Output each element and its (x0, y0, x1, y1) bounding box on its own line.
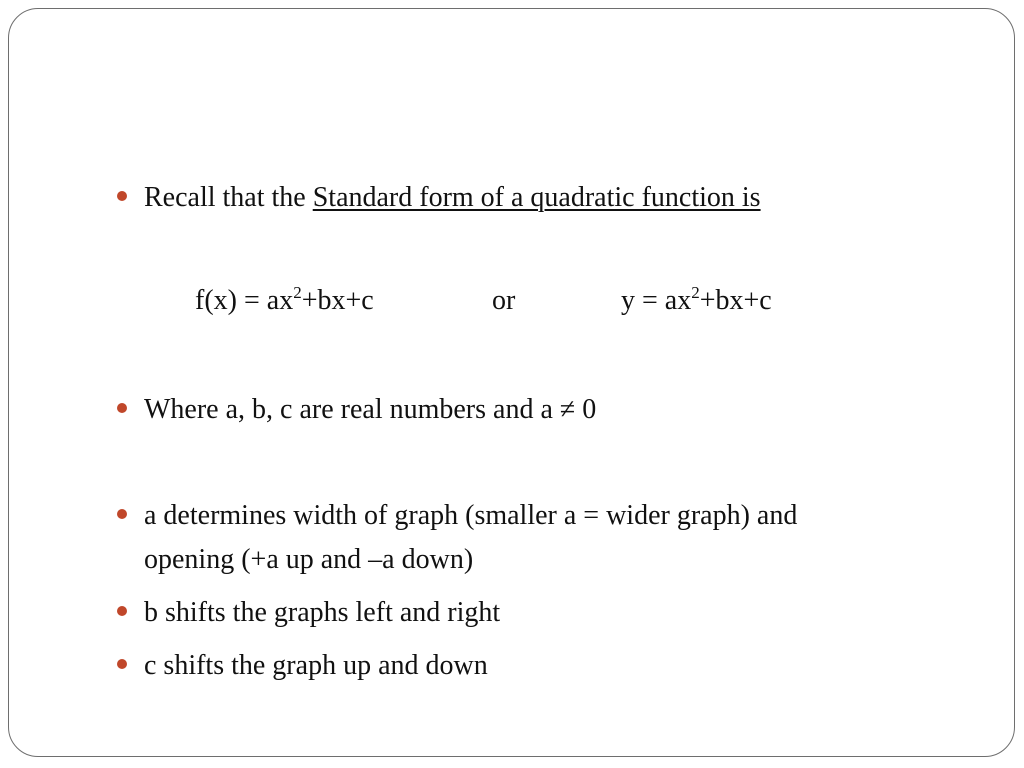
formula-right-base: y = ax (621, 285, 692, 316)
bullet-dot-icon (117, 403, 127, 413)
formula-y-notation (621, 279, 772, 326)
formula-or-text: or (492, 285, 516, 316)
bullet-line-1: a determines width of graph (smaller a = wider graph) and (144, 500, 798, 531)
formula-left-exponent: 2 (293, 283, 302, 302)
bullet-text: c shifts the graph up and down (144, 650, 488, 681)
bullet-line-2: opening (+a up and –a down) (144, 544, 474, 575)
bullet-dot-icon (117, 191, 127, 201)
formula-left-rest: +bx+c (301, 285, 374, 316)
formula-function-notation (195, 279, 374, 326)
bullet-text: b shifts the graphs left and right (144, 597, 501, 628)
bullet-dot-icon (117, 606, 127, 616)
formula-right-exponent: 2 (691, 283, 700, 302)
formula-right-rest: +bx+c (699, 285, 772, 316)
bullet-dot-icon (117, 509, 127, 519)
bullet-text: Where a, b, c are real numbers and a ≠ 0 (144, 394, 597, 425)
bullet-text (144, 176, 761, 220)
slide-content (9, 9, 1014, 756)
bullet-prefix: Recall that the (144, 182, 313, 213)
bullet-underlined-phrase: Standard form of a quadratic function is (312, 182, 761, 213)
formula-or (492, 279, 515, 323)
bullet-text (144, 494, 944, 582)
bullet-dot-icon (117, 659, 127, 669)
formula-left-base: f(x) = ax (195, 285, 294, 316)
slide (8, 8, 1015, 757)
